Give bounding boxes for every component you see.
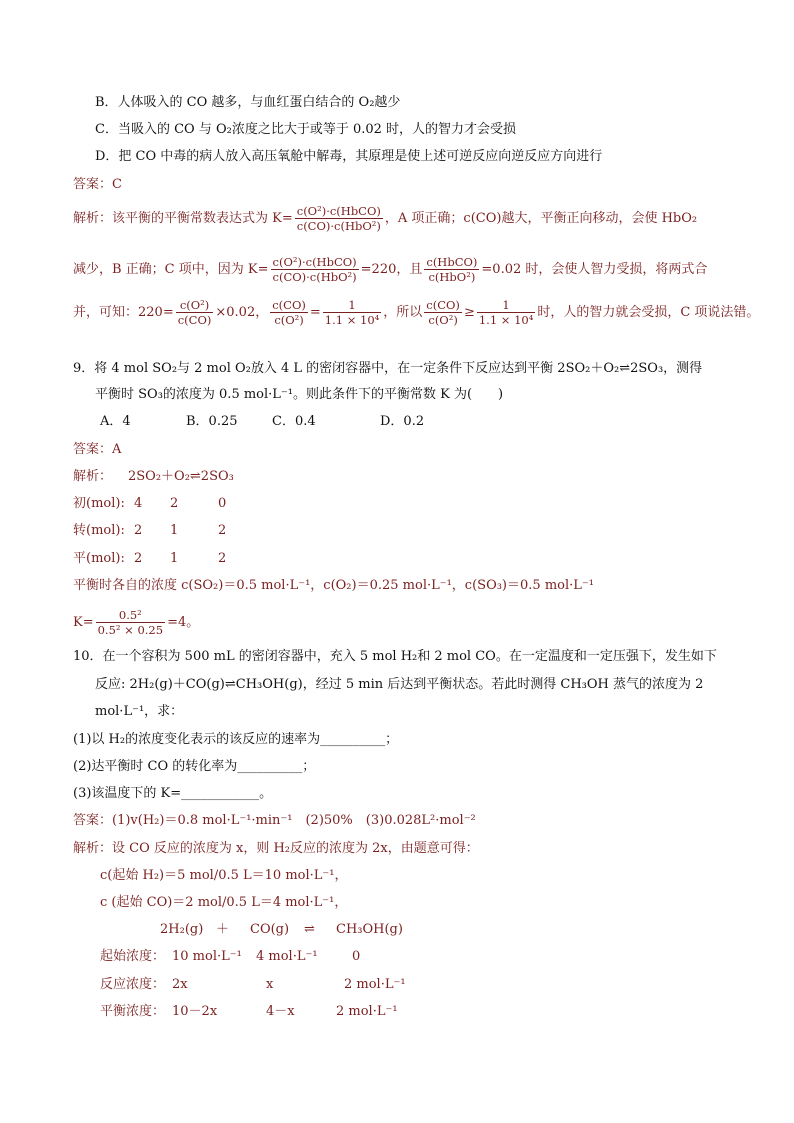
q10-cell: 2x <box>172 977 188 992</box>
fraction: $\frac{c(CO)}{\text{c(O²)}}$ <box>272 298 306 327</box>
q9-row-label: 初(mol): <box>73 496 125 511</box>
q10-eq-product: CH₃OH(g) <box>336 922 403 937</box>
q9-cell: 2 <box>170 496 179 511</box>
q9-k-calculation: K= $\frac{\text{0.5²}}{\text{0.5² × 0.25}}$ =4。 <box>73 608 200 637</box>
q10-row-label: 反应浓度： <box>100 977 166 992</box>
q10-answer: 答案：(1)v(H₂)＝0.8 mol·L⁻¹·min⁻¹ (2)50% (3)0.028L²·mol⁻² <box>73 813 476 828</box>
q10-cell: 10 mol·L⁻¹ <box>172 949 242 964</box>
q9-concentrations: 平衡时各自的浓度 c(SO₂)＝0.5 mol·L⁻¹，c(O₂)＝0.25 mol·L⁻¹，c(SO₃)＝0.5 mol·L⁻¹ <box>73 578 594 593</box>
q9-option-c: C．0.4 <box>272 414 316 429</box>
fraction: $\frac{\text{c(O²)·c(HbCO)}}{\text{c(CO)·c(HbO²)}}$ <box>272 255 357 284</box>
q10-explanation-line2: c(起始 H₂)＝5 mol/0.5 L＝10 mol·L⁻¹， <box>100 868 348 883</box>
q8-option-d: D．把 CO 中毒的病人放入高压氧舱中解毒，其原理是使上述可逆反应向逆反应方向进行 <box>95 149 603 164</box>
q9-cell: 1 <box>170 523 179 538</box>
q10-cell: x <box>266 977 274 992</box>
q9-option-d: D．0.2 <box>380 414 425 429</box>
fraction: $\frac{\text{0.5²}}{\text{0.5² × 0.25}}$ <box>97 608 164 637</box>
fraction: $\frac{c(CO)}{\text{c(O²)}}$ <box>426 298 460 327</box>
q9-cell: 2 <box>134 523 143 538</box>
q10-cell: 10－2x <box>172 1004 218 1019</box>
q9-cell: 1 <box>170 551 179 566</box>
q9-option-a: A．4 <box>100 414 131 429</box>
q10-eq-reactant2: CO(g) <box>250 922 290 937</box>
q8-answer: 答案：C <box>73 177 122 192</box>
q10-explanation-line1: 解析：设 CO 反应的浓度为 x，则 H₂反应的浓度为 2x，由题意可得： <box>73 841 479 856</box>
fraction: $\frac{\text{c(O²)}}{c(CO)}$ <box>177 298 212 327</box>
q10-cell: 4 mol·L⁻¹ <box>256 949 318 964</box>
q9-cell: 2 <box>218 523 227 538</box>
q9-cell: 0 <box>218 496 227 511</box>
q9-option-b: B．0.25 <box>186 414 238 429</box>
q9-explanation-label: 解析： <box>73 469 113 484</box>
q9-stem-line2: 平衡时 SO₃的浓度为 0.5 mol·L⁻¹。则此条件下的平衡常数 K 为( ) <box>95 387 504 402</box>
q9-row-label: 转(mol): <box>73 523 125 538</box>
q8-option-b: B．人体吸入的 CO 越多，与血红蛋白结合的 O₂越少 <box>95 95 401 110</box>
q10-cell: 2 mol·L⁻¹ <box>344 977 406 992</box>
fraction: $\frac{1}{\text{1.1 × 10⁴}}$ <box>324 298 380 327</box>
fraction: $\frac{\text{c(HbCO)}}{\text{c(HbO²)}}$ <box>426 255 478 284</box>
q8-option-c: C．当吸入的 CO 与 O₂浓度之比大于或等于 0.02 时，人的智力才会受损 <box>95 122 517 137</box>
q8-explanation-line3: 并，可知：220= $\frac{\text{c(O²)}}{c(CO)}$ ×0.02， $\frac{c(CO)}{\text{c(O²)}}$ = $\frac{1}{\text{1.1 × 10⁴}}$ ，所以 $\frac{c(CO)}{\text{c(O²)}}$ ≥ $\frac{1}{\text{1.1 × 10⁴}}$ 时，人的智力就会受损，C 项说法错。 <box>73 298 760 327</box>
q10-subquestion-2: (2)达平衡时 CO 的转化率为__________； <box>73 759 316 774</box>
q10-cell: 0 <box>352 949 361 964</box>
q8-explanation-line1: 解析：该平衡的平衡常数表达式为 K= $\frac{\text{c(O²)·c(HbCO)}}{\text{c(CO)·c(HbO²)}}$ ，A 项正确；c(CO)越大，平衡正向移动，会使 HbO₂ <box>73 204 698 233</box>
q9-cell: 4 <box>134 496 143 511</box>
q9-row-label: 平(mol): <box>73 551 125 566</box>
q10-eq-reactant1: 2H₂(g) <box>160 922 204 937</box>
q10-subquestion-3: (3)该温度下的 K=____________。 <box>73 786 273 801</box>
q8-explanation-line2: 减少，B 正确；C 项中，因为 K= $\frac{\text{c(O²)·c(HbCO)}}{\text{c(CO)·c(HbO²)}}$ =220，且 $\frac{\text{c(HbCO)}}{\text{c(HbO²)}}$ =0.02 时，会使人智力受损，将两式合 <box>73 255 708 284</box>
q9-answer: 答案：A <box>73 442 122 457</box>
q10-stem-line1: 10．在一个容积为 500 mL 的密闭容器中，充入 5 mol H₂和 2 mol CO。在一定温度和一定压强下，发生如下 <box>73 649 717 664</box>
q10-cell: 4－x <box>266 1004 295 1019</box>
q9-equation: 2SO₂＋O₂⇌2SO₃ <box>128 469 234 484</box>
q10-row-label: 平衡浓度： <box>100 1004 166 1019</box>
q10-subquestion-1: (1)以 H₂的浓度变化表示的该反应的速率为__________； <box>73 732 399 747</box>
q10-row-label: 起始浓度： <box>100 949 166 964</box>
q10-cell: 2 mol·L⁻¹ <box>336 1004 398 1019</box>
fraction: $\frac{1}{\text{1.1 × 10⁴}}$ <box>478 298 534 327</box>
fraction: $\frac{\text{c(O²)·c(HbCO)}}{\text{c(CO)·c(HbO²)}}$ <box>296 204 381 233</box>
q9-stem-line1: 9．将 4 mol SO₂与 2 mol O₂放入 4 L 的密闭容器中，在一定条件下反应达到平衡 2SO₂＋O₂⇌2SO₃，测得 <box>73 361 703 376</box>
q9-cell: 2 <box>134 551 143 566</box>
q9-cell: 2 <box>218 551 227 566</box>
q10-stem-line2: 反应: 2H₂(g)＋CO(g)⇌CH₃OH(g)，经过 5 min 后达到平衡状态。若此时测得 CH₃OH 蒸气的浓度为 2 <box>95 677 704 692</box>
q10-explanation-line3: c (起始 CO)＝2 mol/0.5 L＝4 mol·L⁻¹， <box>100 895 348 910</box>
q10-eq-arrow: ⇌ <box>304 922 315 937</box>
q10-stem-line3: mol·L⁻¹，求： <box>95 704 184 719</box>
q10-eq-plus: ＋ <box>216 922 230 937</box>
